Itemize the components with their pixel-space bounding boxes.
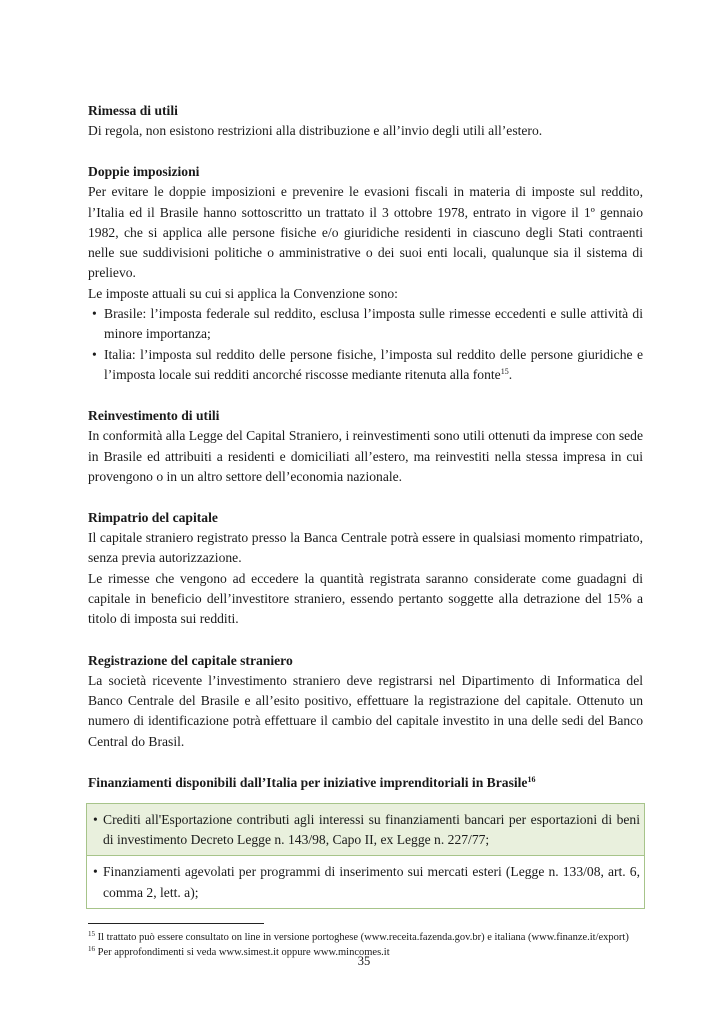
- section-title: Reinvestimento di utili: [88, 408, 220, 424]
- financing-item: [87, 856, 644, 908]
- financing-box: [86, 803, 645, 909]
- section-doppie-imposizioni: [88, 162, 643, 385]
- financing-item-text: Crediti all'Esportazione contributi agli interessi su finanziamenti bancari per esportazioni di beni di investimento Decreto Legge n. 143/98, Capo II, ex Legge n. 227/77;: [103, 811, 640, 848]
- section-rimessa: [88, 101, 643, 141]
- footnote-ref-16[interactable]: 16: [527, 774, 536, 784]
- footnote-number: 15: [88, 930, 95, 939]
- financing-item: [87, 804, 644, 857]
- section-registrazione: [88, 651, 643, 752]
- section-title: Doppie imposizioni: [88, 164, 200, 180]
- section-reinvestimento: [88, 406, 643, 487]
- paragraph: Di regola, non esistono restrizioni alla distribuzione e all’invio degli utili all’estero.: [88, 123, 543, 138]
- financing-item-text: Finanziamenti agevolati per programmi di inserimento sui mercati esteri (Legge n. 133/08, art. 6, comma 2, lett. a);: [103, 864, 640, 900]
- section-title: Registrazione del capitale straniero: [88, 652, 293, 668]
- footnote-divider: [88, 923, 264, 924]
- footnote-text: Il trattato può essere consultato on line in versione portoghese (www.receita.fazenda.gov.br) e italiana (www.finanze.it/export): [97, 932, 629, 944]
- section-rimpatrio: [88, 508, 643, 629]
- footnote-number: 16: [88, 945, 95, 954]
- bullet-list: [88, 304, 643, 385]
- section-title-text: Finanziamenti disponibili dall’Italia per iniziative imprenditoriali in Brasile: [88, 774, 528, 790]
- page-number: 35: [357, 954, 371, 968]
- paragraph: In conformità alla Legge del Capital Straniero, i reinvestimenti sono utili ottenuti da imprese con sede in Brasile ed attribuiti a residenti e domiciliati all’estero, ma reinvestiti nella stessa impresa in cui provengono o in un altro settore dell’economia nazionale.: [88, 428, 643, 484]
- list-item-text: Brasile: l’imposta federale sul reddito, esclusa l’imposta sulle rimesse eccedenti e sulle attività di minore importanza;: [104, 306, 643, 342]
- list-item: [92, 345, 643, 386]
- bullet-icon: •: [93, 811, 98, 827]
- footnote-text: Per approfondimenti si veda www.simest.it oppure www.mincomes.it: [97, 947, 390, 959]
- document-page: [88, 101, 643, 960]
- paragraph: Per evitare le doppie imposizioni e prevenire le evasioni fiscali in materia di imposte sul reddito, l’Italia ed il Brasile hanno sottoscritto un trattato il 3 ottobre 1978, entrato in vigore il 1º gennaio 1982, che si applica alle persone fisiche e/o giuridiche residenti in ciascuno degli Stati contraenti nelle sue suddivisioni politiche o amministrative o dei suoi enti locali, qualunque sia il sistema di prelievo.: [88, 184, 643, 281]
- paragraph: La società ricevente l’investimento straniero deve registrarsi nel Dipartimento di Informatica del Banco Centrale del Brasile e all’esito positivo, effettuare la registrazione del capitale. Ottenuto un numero di identificazione potrà effettuare il cambio del capitale investito in una delle sedi del Banco Central do Brasil.: [88, 672, 643, 749]
- bullet-icon: •: [93, 864, 98, 880]
- paragraph: Il capitale straniero registrato presso la Banca Centrale potrà essere in qualsiasi momento rimpatriato, senza previa autorizzazione.: [88, 530, 643, 566]
- section-finanziamenti: [88, 773, 643, 909]
- paragraph: Le rimesse che vengono ad eccedere la quantità registrata saranno considerate come guadagni di capitale in beneficio dell’investitore straniero, essendo pertanto soggette alla detrazione del 15% a titolo di imposta sui redditi.: [88, 570, 643, 627]
- footnote-15: [88, 930, 643, 945]
- list-item-end: .: [508, 366, 513, 382]
- bullet-icon: •: [92, 306, 97, 322]
- paragraph-intro: Le imposte attuali su cui si applica la Convenzione sono:: [88, 285, 398, 301]
- section-title: [88, 773, 643, 793]
- list-item: [92, 304, 643, 345]
- bullet-icon: •: [92, 346, 97, 362]
- list-item-text: Italia: l’imposta sul reddito delle persone fisiche, l’imposta sul reddito delle persone giuridiche e l’imposta locale sui redditi ancorché riscosse mediante ritenuta alla fonte: [104, 346, 643, 382]
- section-title: Rimessa di utili: [88, 103, 178, 118]
- footnote-ref-15[interactable]: 15: [500, 366, 509, 376]
- section-title: Rimpatrio del capitale: [88, 510, 218, 526]
